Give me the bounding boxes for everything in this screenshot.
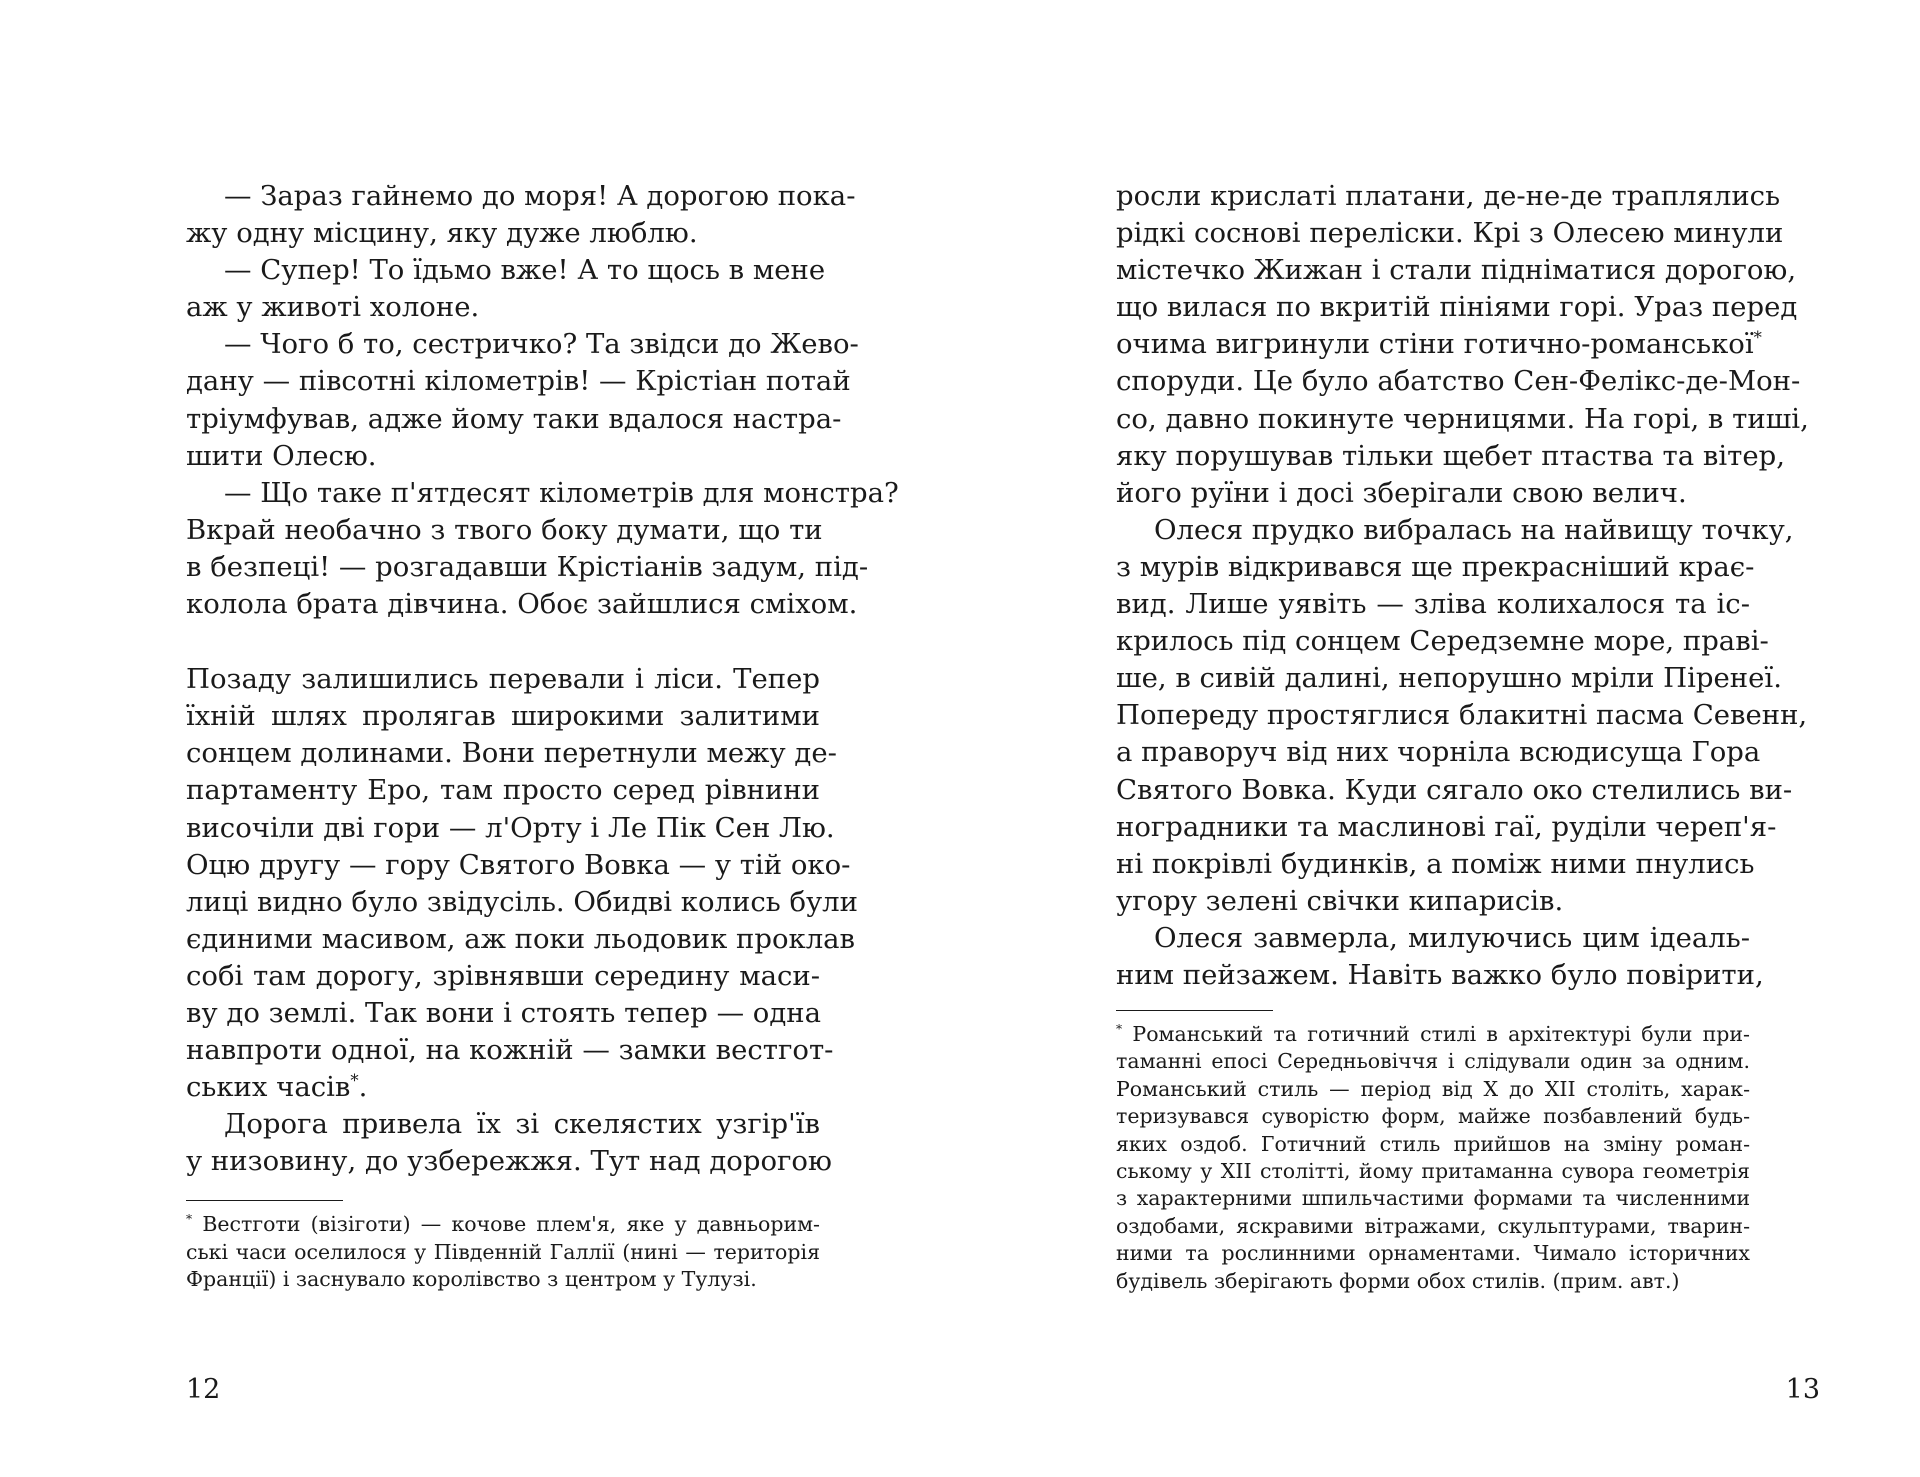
line-text: Романський та готичний стилі в архітектурі були при- [1132, 1022, 1750, 1047]
line-text: партаменту Еро, там просто серед рівнини [186, 774, 820, 807]
text-line [186, 1211, 820, 1238]
text-line [186, 475, 899, 512]
line-text: дану — півсотні кілометрів! — Крістіан потай [186, 365, 851, 398]
text-line [186, 735, 837, 772]
text-line [1116, 363, 1801, 400]
line-text: теризувався суворістю форм, майже позбавлений будь- [1116, 1104, 1750, 1129]
line-text: ські часи оселилося у Південній Галлії (нині — територія [186, 1239, 820, 1264]
line-text: Романський стиль — період від X до XII століть, харак- [1116, 1076, 1750, 1101]
line-text: Попереду простяглися блакитні пасма Севенн, [1116, 699, 1808, 732]
text-line [186, 810, 835, 847]
line-text: в безпеці! — розгадавши Крістіанів задум, під- [186, 550, 869, 583]
line-text: со, давно покинуте черницями. На горі, в тиші, [1116, 402, 1809, 435]
text-line [1116, 846, 1755, 883]
text-line [186, 215, 820, 252]
right-page-body [1116, 178, 1809, 994]
footnote-reference: * [350, 1071, 359, 1090]
footnote-marker: * [186, 1212, 193, 1227]
text-line [1116, 401, 1809, 438]
text-line [1116, 215, 1784, 252]
line-text: Оцю другу — гору Святого Вовка — у тій око- [186, 848, 851, 881]
text-line [1116, 1158, 1750, 1185]
line-text: — Супер! То їдьмо вже! А то щось в мене [224, 254, 826, 287]
line-text: їхній шлях пролягав широкими залитими [186, 700, 820, 733]
left-footnote-rule [186, 1200, 343, 1201]
line-text: угору зелені свічки кипарисів. [1116, 884, 1564, 917]
left-page [186, 178, 899, 1294]
text-line [1116, 1240, 1750, 1267]
text-line [186, 363, 851, 400]
text-line [186, 326, 859, 363]
line-text: його руїни і досі зберігали свою велич. [1116, 476, 1687, 509]
left-footnote [186, 1211, 820, 1293]
text-line [186, 512, 823, 549]
line-text: Вестготи (візіготи) — кочове плем'я, яке у давньорим- [202, 1212, 820, 1237]
line-text: ним пейзажем. Навіть важко було повірити, [1116, 958, 1764, 991]
text-line [1116, 660, 1782, 697]
line-text: — Чого б то, сестричко? Та звідси до Жево- [224, 328, 859, 361]
line-text: ському у XII столітті, йому притаманна сувора геометрія [1116, 1159, 1750, 1184]
text-line [186, 401, 842, 438]
right-page [1116, 178, 1809, 1295]
text-line [186, 995, 820, 1032]
line-text: ними та рослинними орнаментами. Чимало історичних [1116, 1241, 1750, 1266]
text-line [1116, 289, 1798, 326]
text-line [1116, 957, 1764, 994]
text-line [1116, 549, 1755, 586]
left-page-number: 12 [186, 1374, 221, 1405]
line-text: яку порушував тільки щебет птаства та вітер, [1116, 439, 1785, 472]
text-line [1116, 809, 1777, 846]
text-line [1116, 326, 1762, 363]
text-line [186, 884, 858, 921]
text-line [1116, 1076, 1750, 1103]
text-line [186, 958, 820, 995]
line-text: ву до землі. Так вони і стоять тепер — одна [186, 996, 822, 1029]
line-text: Вкрай необачно з твого боку думати, що ти [186, 513, 823, 546]
line-text: єдиними масивом, аж поки льодовик проклав [186, 922, 856, 955]
right-footnote-rule [1116, 1010, 1273, 1011]
text-line [1116, 734, 1761, 771]
line-text: рідкі соснові перелiски. Крі з Олесею минули [1116, 217, 1784, 250]
footnote-marker: * [1116, 1022, 1123, 1037]
line-text: будівель зберігають форми обох стилів. (прим. авт.) [1116, 1268, 1680, 1293]
line-text: Олеся завмерла, милуючись цим ідеаль- [1154, 921, 1750, 954]
text-line [1116, 475, 1750, 512]
text-line [1116, 252, 1797, 289]
text-line [186, 921, 856, 958]
text-line [1116, 772, 1793, 809]
line-text: містечко Жижан і стали підніматися дорогою, [1116, 254, 1797, 287]
text-line [1116, 178, 1781, 215]
line-text: ні покрівлі будинків, а поміж ними пнулись [1116, 847, 1755, 880]
line-text: собі там дорогу, зрівнявши середину маси- [186, 959, 820, 992]
line-text: ських часів [186, 1071, 351, 1104]
line-text: шити Олесю. [186, 439, 377, 472]
text-line [186, 1239, 820, 1266]
line-text: Олеся прудко вибралась на найвищу точку, [1154, 513, 1794, 546]
line-text: ноградники та маслинові гаї, руділи череп'я- [1116, 810, 1777, 843]
line-text: очима вигринули стіни готично-романської [1116, 328, 1754, 361]
text-line [1116, 623, 1769, 660]
right-page-number: 13 [1785, 1374, 1820, 1405]
line-text: з характерними шпильчастими формами та численними [1116, 1186, 1750, 1211]
line-text: з мурів відкривався ще прекрасніший крає- [1116, 550, 1755, 583]
text-line [186, 586, 858, 623]
line-text: оздобами, яскравими вітражами, скульптурами, тварин- [1116, 1213, 1750, 1238]
line-text: Франції) і заснувало королівство з центром у Тулузі. [186, 1267, 757, 1292]
footnote-reference: * [1753, 328, 1762, 348]
text-line [186, 1106, 820, 1143]
text-line [186, 549, 869, 586]
line-text: Позаду залишились перевали і ліси. Тепер [186, 663, 820, 696]
line-text: колола брата дівчина. Обоє зайшлися сміхом. [186, 588, 858, 621]
line-text: сонцем долинами. Вони перетнули межу де- [186, 737, 837, 770]
line-text: височіли дві гори — л'Орту і Ле Пік Сен Лю. [186, 811, 835, 844]
line-text: жу одну місцину, яку дуже люблю. [186, 217, 698, 250]
text-line [1116, 1021, 1750, 1048]
text-line [1116, 438, 1785, 475]
text-line [186, 1266, 820, 1293]
text-line [186, 661, 820, 698]
line-text: у низовину, до узбережжя. Тут над дорогою [186, 1145, 832, 1178]
line-text: тріумфував, адже йому таки вдалося настра- [186, 402, 842, 435]
line-text: — Що таке п'ятдесят кілометрів для монстра? [224, 476, 899, 509]
line-text: а праворуч від них чорніла всюдисуща Гора [1116, 736, 1761, 769]
text-line [186, 289, 820, 326]
text-line [186, 698, 820, 735]
text-line [186, 847, 851, 884]
right-footnote [1116, 1021, 1750, 1295]
line-text: що вилася по вкритій пініями горі. Ураз перед [1116, 291, 1798, 324]
text-line [1116, 920, 1750, 957]
text-line [186, 772, 820, 809]
text-line [1116, 883, 1750, 920]
line-text: лиці видно було звідусіль. Обидві колись були [186, 885, 858, 918]
line-text: аж у животі холоне. [186, 291, 480, 324]
text-line [1116, 1131, 1750, 1158]
text-line [1116, 586, 1750, 623]
text-line [186, 1143, 832, 1180]
text-line [186, 1032, 834, 1069]
line-text: ше, в сивій далині, непорушно мріли Піренеї. [1116, 662, 1782, 695]
left-page-body [186, 178, 899, 1180]
text-line: ських часів*. [186, 1071, 368, 1104]
text-line [1116, 1268, 1750, 1295]
line-text: споруди. Це було абатство Сен-Фелікс-де-Мон- [1116, 365, 1801, 398]
line-text: вид. Лише уявіть — зліва колихалося та іс- [1116, 588, 1750, 621]
text-line [1116, 1103, 1750, 1130]
text-line [1116, 1048, 1750, 1075]
line-text: крилось під сонцем Середземне море, праві- [1116, 625, 1769, 658]
text-line [1116, 1213, 1750, 1240]
line-text: яких оздоб. Готичний стиль прийшов на зміну роман- [1116, 1131, 1750, 1156]
line-text: Святого Вовка. Куди сягало око стелились ви- [1116, 773, 1793, 806]
text-line [1116, 1185, 1750, 1212]
line-text: — Зараз гайнемо до моря! А дорогою пока- [224, 180, 856, 212]
line-text: росли крислаті платани, де-не-де траплялись [1116, 180, 1781, 212]
text-line [186, 438, 820, 475]
line-text: навпроти одної, на кожній — замки вестгот- [186, 1034, 834, 1067]
text-line [1116, 512, 1794, 549]
text-line [186, 178, 856, 215]
text-line [1116, 697, 1808, 734]
line-text: Дорога привела їх зі скелястих узгір'їв [224, 1108, 820, 1141]
text-line [186, 252, 826, 289]
line-text: таманні епосі Середньовіччя і слідували один за одним. [1116, 1049, 1750, 1074]
